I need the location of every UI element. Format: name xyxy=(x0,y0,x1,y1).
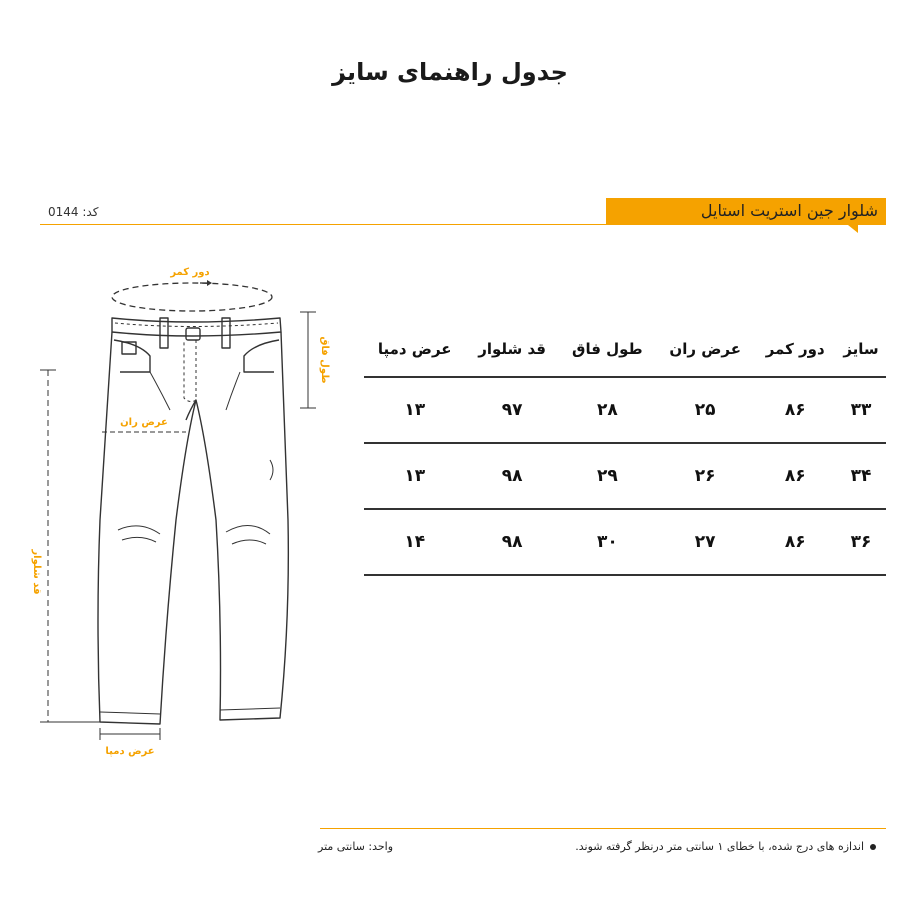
table-header-row xyxy=(364,322,886,377)
table-cell: ۹۷ xyxy=(465,377,558,443)
table-cell: ۳۳ xyxy=(836,377,886,443)
measurement-note xyxy=(575,840,876,853)
waist-measure xyxy=(112,267,272,311)
waist-label: دور کمر xyxy=(170,267,210,278)
thigh-label: عرض ران xyxy=(120,417,168,428)
table-cell: ۹۸ xyxy=(465,509,558,575)
bullet-icon xyxy=(870,844,876,850)
size-table xyxy=(364,322,886,576)
table-cell: ۸۶ xyxy=(754,509,836,575)
table-row xyxy=(364,509,886,575)
col-header-waist: دور کمر xyxy=(754,322,836,377)
table-row xyxy=(364,377,886,443)
rise-label: طول فاق xyxy=(319,336,330,384)
product-name: شلوار جین استریت استایل xyxy=(700,201,878,220)
note-text: اندازه های درج شده، با خطای ۱ سانتی متر درنظر گرفته شوند. xyxy=(575,840,864,853)
product-name-tag xyxy=(606,198,886,225)
table-cell: ۸۶ xyxy=(754,443,836,509)
table-cell: ۲۹ xyxy=(559,443,656,509)
col-header-length: قد شلوار xyxy=(465,322,558,377)
table-cell: ۸۶ xyxy=(754,377,836,443)
product-code: کد: 0144 xyxy=(48,205,99,219)
rise-measure xyxy=(300,312,330,408)
unit-label: واحد: سانتی متر xyxy=(318,840,394,853)
col-header-rise: طول فاق xyxy=(559,322,656,377)
col-header-size: سایز xyxy=(836,322,886,377)
header-divider xyxy=(40,224,606,225)
col-header-hem: عرض دمپا xyxy=(364,322,465,377)
pants-outline xyxy=(98,318,288,724)
table-cell: ۳۰ xyxy=(559,509,656,575)
length-measure xyxy=(31,370,100,722)
table-row xyxy=(364,443,886,509)
table-cell: ۲۷ xyxy=(656,509,754,575)
hem-measure xyxy=(100,728,160,757)
col-header-thigh: عرض ران xyxy=(656,322,754,377)
table-cell: ۳۴ xyxy=(836,443,886,509)
length-label: قد شلوار xyxy=(31,549,42,595)
table-cell: ۲۶ xyxy=(656,443,754,509)
thigh-measure xyxy=(102,417,186,432)
table-cell: ۹۸ xyxy=(465,443,558,509)
jeans-diagram xyxy=(0,250,340,770)
hem-label: عرض دمپا xyxy=(105,746,155,757)
footer-divider xyxy=(320,828,886,829)
table-cell: ۲۵ xyxy=(656,377,754,443)
table-cell: ۱۳ xyxy=(364,443,465,509)
tag-tail-decoration xyxy=(848,225,858,233)
table-cell: ۱۳ xyxy=(364,377,465,443)
table-cell: ۲۸ xyxy=(559,377,656,443)
table-cell: ۳۶ xyxy=(836,509,886,575)
page-title: جدول راهنمای سایز xyxy=(332,58,568,86)
table-cell: ۱۴ xyxy=(364,509,465,575)
